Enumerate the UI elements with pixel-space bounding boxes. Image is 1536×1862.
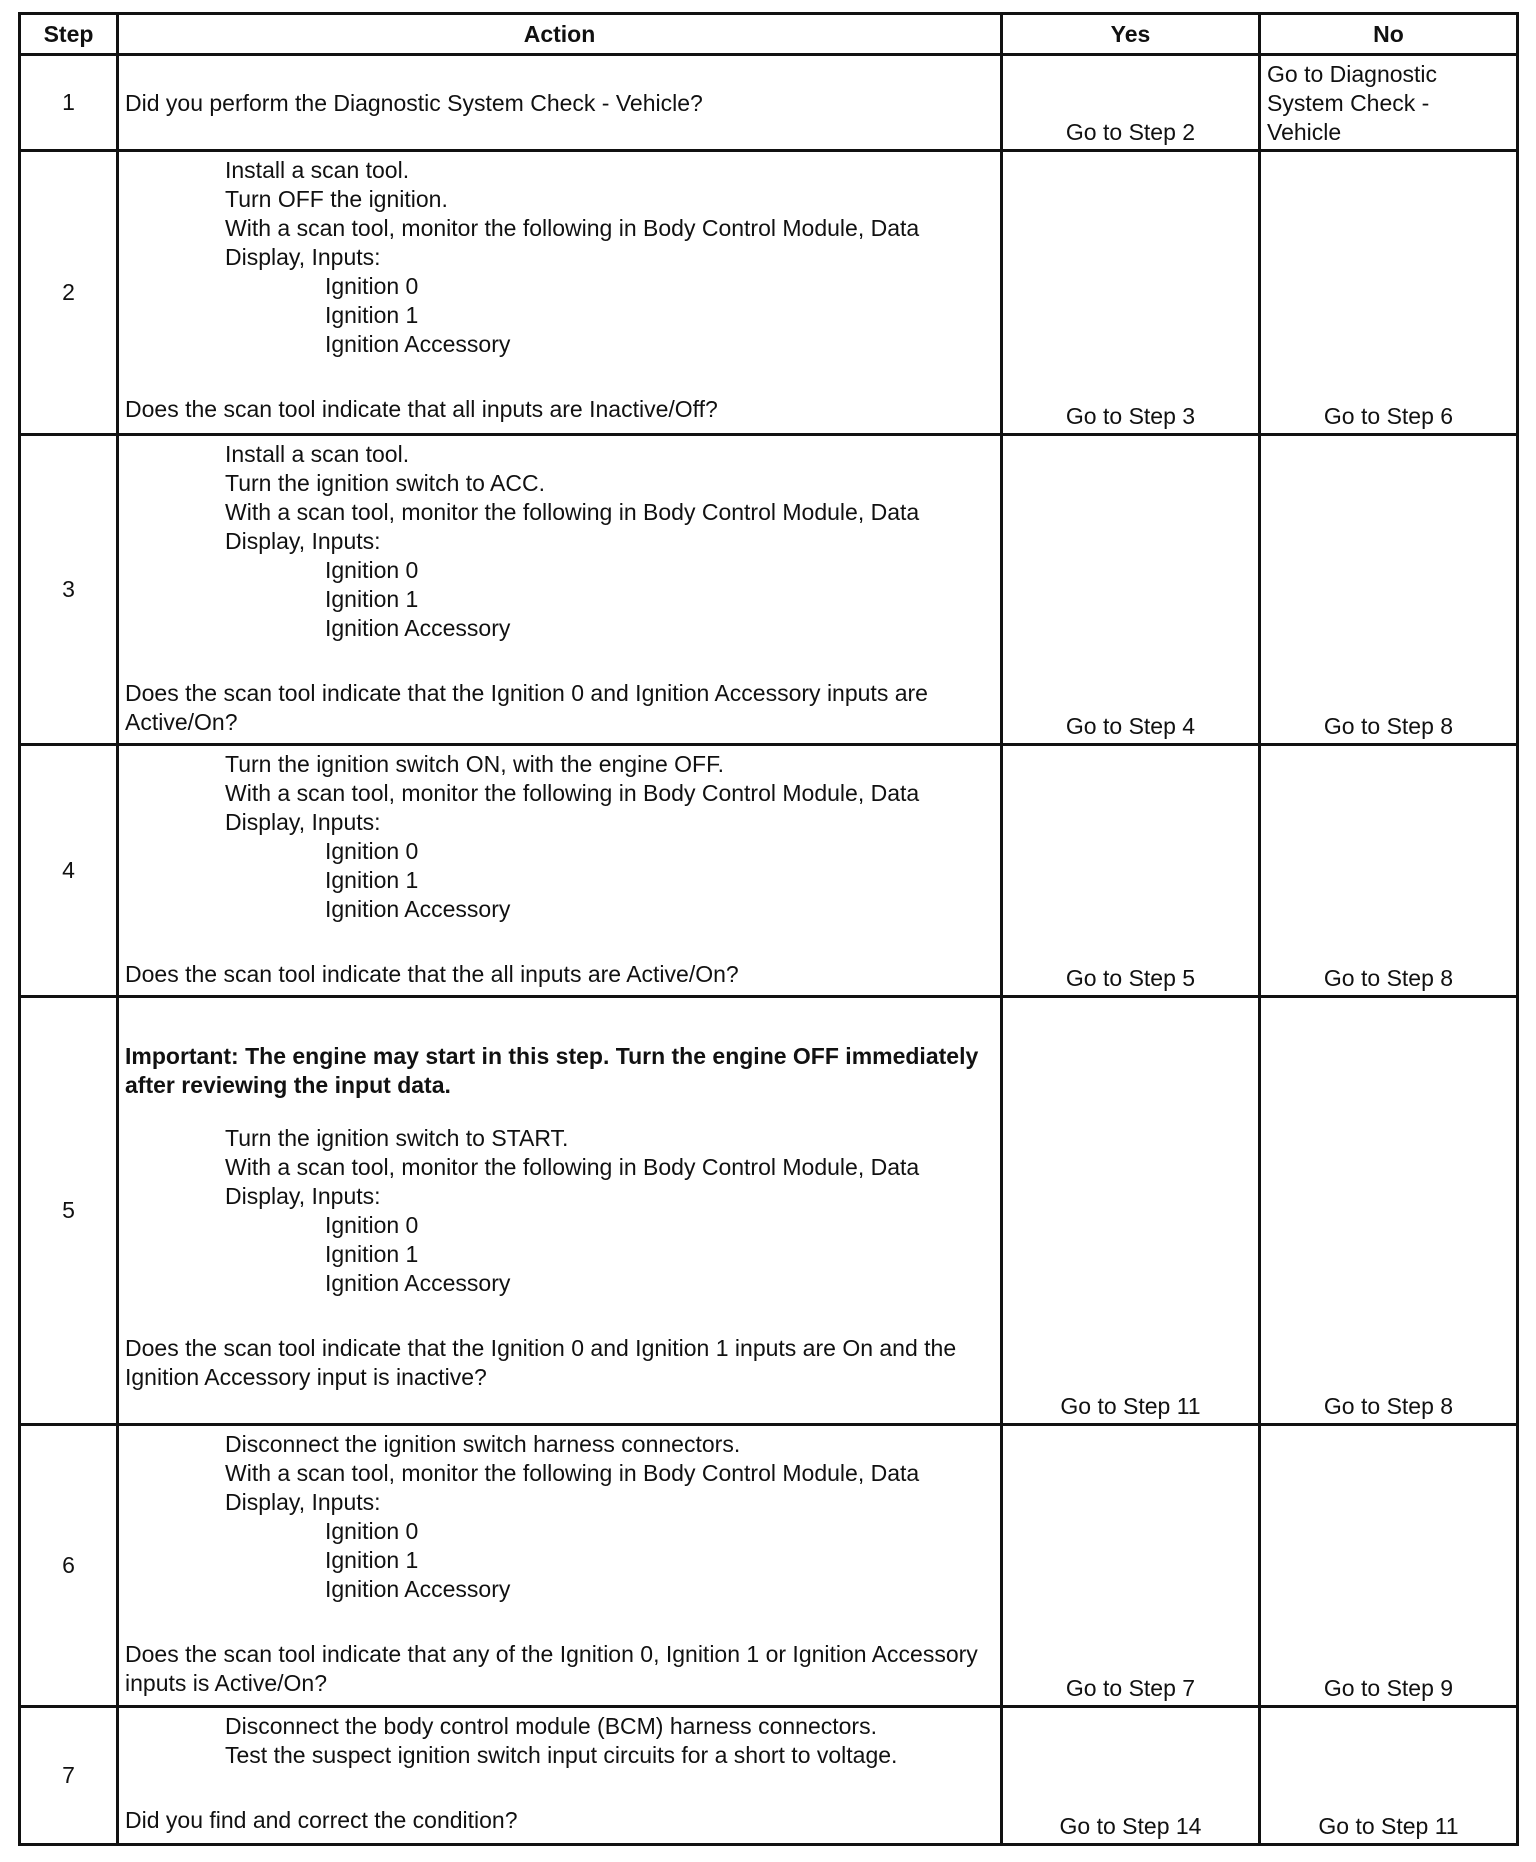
instruction: Turn the ignition switch to START. (225, 1125, 569, 1151)
instruction: Turn the ignition switch ON, with the engine OFF. (225, 751, 724, 777)
no-link[interactable]: Go to Step 6 (1260, 151, 1518, 435)
action-cell (118, 151, 1002, 435)
table-row (20, 745, 1518, 997)
instruction: With a scan tool, monitor the following in Body Control Module, Data Display, Inputs: (225, 499, 920, 554)
action-cell (118, 435, 1002, 745)
table-row (20, 151, 1518, 435)
instruction: Disconnect the ignition switch harness connectors. (225, 1431, 741, 1457)
important-note: Important: The engine may start in this step. Turn the engine OFF immediately after reviewing the input data. (125, 1043, 979, 1098)
input-item: Ignition 0 (325, 273, 419, 299)
table-row (20, 1707, 1518, 1845)
question: Did you perform the Diagnostic System Check - Vehicle? (125, 90, 703, 116)
input-item: Ignition Accessory (325, 1576, 511, 1602)
yes-link[interactable]: Go to Step 11 (1002, 997, 1260, 1425)
instruction: With a scan tool, monitor the following in Body Control Module, Data Display, Inputs: (225, 215, 920, 270)
question: Does the scan tool indicate that all inputs are Inactive/Off? (125, 396, 718, 422)
yes-link[interactable]: Go to Step 4 (1002, 435, 1260, 745)
input-item: Ignition 0 (325, 1212, 419, 1238)
yes-link[interactable]: Go to Step 5 (1002, 745, 1260, 997)
input-item: Ignition Accessory (325, 331, 511, 357)
step-number: 2 (20, 151, 118, 435)
input-item: Ignition 1 (325, 867, 419, 893)
header-no: No (1260, 14, 1518, 55)
no-link[interactable]: Go to Step 8 (1260, 997, 1518, 1425)
header-step: Step (20, 14, 118, 55)
step-number: 1 (20, 55, 118, 151)
instruction: Turn OFF the ignition. (225, 186, 448, 212)
no-link[interactable]: Go to Step 8 (1260, 435, 1518, 745)
no-line: Vehicle (1267, 119, 1342, 145)
instruction: Turn the ignition switch to ACC. (225, 470, 546, 496)
instruction: Install a scan tool. (225, 157, 410, 183)
input-item: Ignition 1 (325, 1547, 419, 1573)
input-item: Ignition 1 (325, 1241, 419, 1267)
step-number: 4 (20, 745, 118, 997)
input-item: Ignition 1 (325, 302, 419, 328)
step-number: 7 (20, 1707, 118, 1845)
table-row (20, 1425, 1518, 1707)
header-action: Action (118, 14, 1002, 55)
table-row (20, 55, 1518, 151)
yes-link[interactable]: Go to Step 7 (1002, 1425, 1260, 1707)
yes-link[interactable]: Go to Step 3 (1002, 151, 1260, 435)
input-item: Ignition 0 (325, 557, 419, 583)
no-link[interactable] (1260, 55, 1518, 151)
header-yes: Yes (1002, 14, 1260, 55)
no-link[interactable]: Go to Step 8 (1260, 745, 1518, 997)
question: Does the scan tool indicate that any of the Ignition 0, Ignition 1 or Ignition Accessory inputs is Active/On? (125, 1641, 978, 1696)
instruction: Disconnect the body control module (BCM) harness connectors. (225, 1713, 877, 1739)
input-item: Ignition 0 (325, 838, 419, 864)
instruction: With a scan tool, monitor the following in Body Control Module, Data Display, Inputs: (225, 780, 920, 835)
instruction: With a scan tool, monitor the following in Body Control Module, Data Display, Inputs: (225, 1154, 920, 1209)
action-cell (118, 1707, 1002, 1845)
action-cell (118, 1425, 1002, 1707)
question: Does the scan tool indicate that the Ignition 0 and Ignition Accessory inputs are Active/On? (125, 680, 928, 735)
instruction: With a scan tool, monitor the following in Body Control Module, Data Display, Inputs: (225, 1460, 920, 1515)
instruction: Install a scan tool. (225, 441, 410, 467)
yes-link[interactable]: Go to Step 2 (1002, 55, 1260, 151)
action-cell (118, 997, 1002, 1425)
diagnostic-table (18, 12, 1519, 1846)
question: Did you find and correct the condition? (125, 1807, 518, 1833)
step-number: 3 (20, 435, 118, 745)
input-item: Ignition 1 (325, 586, 419, 612)
input-item: Ignition Accessory (325, 1270, 511, 1296)
step-number: 5 (20, 997, 118, 1425)
input-item: Ignition 0 (325, 1518, 419, 1544)
action-cell (118, 55, 1002, 151)
step-number: 6 (20, 1425, 118, 1707)
input-item: Ignition Accessory (325, 615, 511, 641)
action-cell (118, 745, 1002, 997)
question: Does the scan tool indicate that the Ignition 0 and Ignition 1 inputs are On and the Ignition Accessory input is inactive? (125, 1335, 957, 1390)
no-link[interactable]: Go to Step 9 (1260, 1425, 1518, 1707)
no-line: System Check - (1267, 90, 1430, 116)
no-link[interactable]: Go to Step 11 (1260, 1707, 1518, 1845)
yes-link[interactable]: Go to Step 14 (1002, 1707, 1260, 1845)
instruction: Test the suspect ignition switch input circuits for a short to voltage. (225, 1742, 898, 1768)
table-row (20, 435, 1518, 745)
header-row (20, 14, 1518, 55)
table-row (20, 997, 1518, 1425)
no-line: Go to Diagnostic (1267, 61, 1438, 87)
input-item: Ignition Accessory (325, 896, 511, 922)
question: Does the scan tool indicate that the all inputs are Active/On? (125, 961, 739, 987)
